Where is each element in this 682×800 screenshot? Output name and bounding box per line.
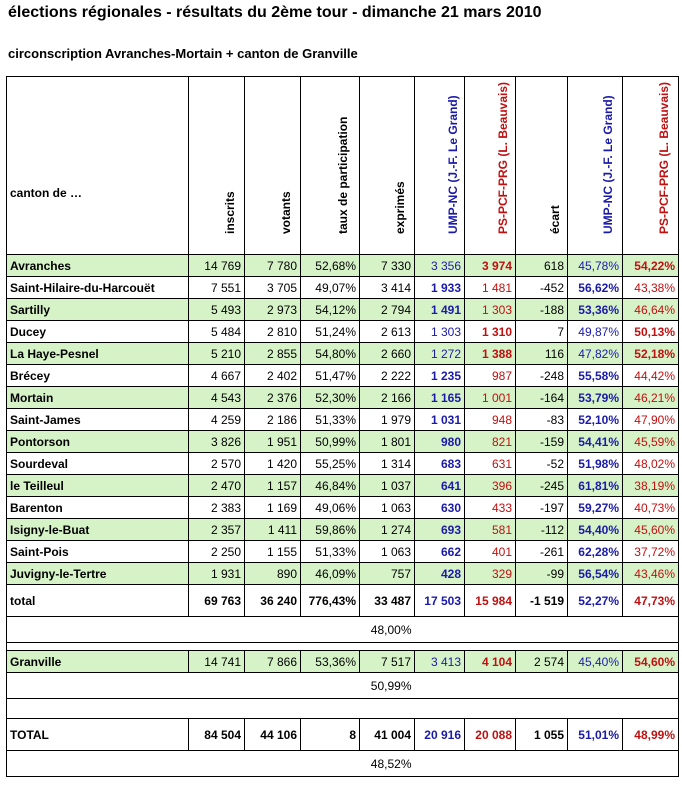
cell-exprimes: 7 517 [360,651,415,673]
cell-ump: 1 491 [415,299,465,321]
cell-ps: 948 [465,409,516,431]
cell-inscrits: 5 484 [189,321,245,343]
table-row [7,299,679,321]
cell-ump: 1 933 [415,277,465,299]
header-exprimes: exprimés [360,77,415,255]
cell-votants: 44 106 [245,719,301,751]
cell-exprimes: 2 222 [360,365,415,387]
cell-taux: 51,24% [301,321,360,343]
cell-ps: 821 [465,431,516,453]
cell-ump: 630 [415,497,465,519]
cell-inscrits: 2 570 [189,453,245,475]
cell-ump: 980 [415,431,465,453]
page-subtitle: circonscription Avranches-Mortain + canton de Granville [8,46,358,61]
table-row [7,519,679,541]
spacer-cell [415,673,465,699]
cell-taux: 53,36% [301,651,360,673]
cell-ecart: -452 [516,277,568,299]
cell-taux: 54,80% [301,343,360,365]
cell-ump-pct: 61,81% [568,475,623,497]
table-row [7,277,679,299]
spacer-cell [623,751,679,777]
cell-ecart: 1 055 [516,719,568,751]
spacer-cell [568,751,623,777]
cell-ecart: -1 519 [516,585,568,617]
spacer-cell [516,617,568,643]
cell-votants: 890 [245,563,301,585]
cell-ecart: -52 [516,453,568,475]
cell-ps: 329 [465,563,516,585]
spacer-cell [465,751,516,777]
cell-ps: 396 [465,475,516,497]
cell-ump-pct: 54,41% [568,431,623,453]
cell-ps-pct: 46,64% [623,299,679,321]
cell-ps-pct: 54,22% [623,255,679,277]
cell-taux: 8 [301,719,360,751]
cell-ump: 683 [415,453,465,475]
cell-exprimes: 1 063 [360,497,415,519]
granville-extra-row [7,673,679,699]
cell-ump: 1 235 [415,365,465,387]
cell-ps: 1 303 [465,299,516,321]
canton-name: Sartilly [7,299,189,321]
total-row [7,585,679,617]
cell-inscrits: 2 470 [189,475,245,497]
canton-name: total [7,585,189,617]
cell-votants: 1 169 [245,497,301,519]
spacer-cell [623,673,679,699]
spacer-cell [415,617,465,643]
cell-taux: 54,12% [301,299,360,321]
grand-total-extra-row [7,751,679,777]
cell-ump-pct: 51,01% [568,719,623,751]
header-taux: taux de participation [301,77,360,255]
cell-ump-pct: 53,79% [568,387,623,409]
table-row [7,431,679,453]
cell-ps: 1 388 [465,343,516,365]
table-row [7,343,679,365]
cell-exprimes: 41 004 [360,719,415,751]
table-row [7,497,679,519]
cell-ps-pct: 47,73% [623,585,679,617]
cell-ps-pct: 45,59% [623,431,679,453]
cell-ps: 401 [465,541,516,563]
cell-votants: 2 855 [245,343,301,365]
spacer-cell [189,617,245,643]
cell-taux: 51,33% [301,409,360,431]
cell-votants: 2 186 [245,409,301,431]
cell-exprimes: 1 037 [360,475,415,497]
cell-taux: 59,86% [301,519,360,541]
cell-ps-pct: 52,18% [623,343,679,365]
cell-taux: 51,33% [301,541,360,563]
cell-inscrits: 5 493 [189,299,245,321]
spacer-cell [301,751,360,777]
cell-exprimes: 2 166 [360,387,415,409]
grand-total-row [7,719,679,751]
cell-ump: 3 356 [415,255,465,277]
spacer-cell [568,673,623,699]
spacer-cell [189,751,245,777]
cell-ps-pct: 38,19% [623,475,679,497]
spacer-cell [516,751,568,777]
canton-name: TOTAL [7,719,189,751]
header-inscrits: inscrits [189,77,245,255]
table-row [7,365,679,387]
cell-votants: 1 951 [245,431,301,453]
cell-ps: 581 [465,519,516,541]
cell-ump-pct: 56,62% [568,277,623,299]
canton-name: Isigny-le-Buat [7,519,189,541]
cell-ump: 20 916 [415,719,465,751]
spacer-cell [415,751,465,777]
cell-inscrits: 4 259 [189,409,245,431]
table-row [7,321,679,343]
cell-ps: 4 104 [465,651,516,673]
cell-inscrits: 14 741 [189,651,245,673]
spacer-cell [301,617,360,643]
cell-inscrits: 3 826 [189,431,245,453]
canton-name: Sourdeval [7,453,189,475]
canton-name: Ducey [7,321,189,343]
table-row [7,453,679,475]
cell-exprimes: 1 979 [360,409,415,431]
header-row [7,77,679,255]
cell-ecart: 618 [516,255,568,277]
spacer-cell [516,673,568,699]
cell-inscrits: 2 250 [189,541,245,563]
cell-inscrits: 69 763 [189,585,245,617]
cell-ps: 433 [465,497,516,519]
canton-name: La Haye-Pesnel [7,343,189,365]
cell-ump-pct: 54,40% [568,519,623,541]
cell-ecart: -83 [516,409,568,431]
cell-votants: 3 705 [245,277,301,299]
cell-ecart: -248 [516,365,568,387]
cell-votants: 2 973 [245,299,301,321]
cell-votants: 36 240 [245,585,301,617]
canton-name: Saint-James [7,409,189,431]
canton-name: le Teilleul [7,475,189,497]
cell-ump-pct: 53,36% [568,299,623,321]
cell-votants: 1 157 [245,475,301,497]
cell-ump: 17 503 [415,585,465,617]
cell-ump-pct: 51,98% [568,453,623,475]
canton-name: Saint-Pois [7,541,189,563]
cell-exprimes: 1 274 [360,519,415,541]
cell-ump: 1 272 [415,343,465,365]
cell-ecart: -197 [516,497,568,519]
cell-ump-pct: 49,87% [568,321,623,343]
cell-votants: 1 155 [245,541,301,563]
cell-ps-pct: 48,99% [623,719,679,751]
spacer-cell [465,617,516,643]
canton-name: Mortain [7,387,189,409]
cell-taux: 55,25% [301,453,360,475]
canton-name: Pontorson [7,431,189,453]
cell-ump-pct: 47,82% [568,343,623,365]
cell-exprimes: 7 330 [360,255,415,277]
cell-votants: 7 780 [245,255,301,277]
spacer-cell [7,617,189,643]
cell-ump: 1 303 [415,321,465,343]
header-canton: canton de … [7,77,189,255]
cell-ps: 15 984 [465,585,516,617]
canton-name: Avranches [7,255,189,277]
spacer-cell [189,673,245,699]
cell-inscrits: 4 543 [189,387,245,409]
blank-cell [7,699,679,719]
cell-inscrits: 1 931 [189,563,245,585]
cell-ump-pct: 62,28% [568,541,623,563]
table-row [7,563,679,585]
cell-ump-pct: 59,27% [568,497,623,519]
cell-ps-pct: 54,60% [623,651,679,673]
cell-inscrits: 7 551 [189,277,245,299]
cell-votants: 2 810 [245,321,301,343]
cell-inscrits: 14 769 [189,255,245,277]
cell-ps-pct: 45,60% [623,519,679,541]
cell-ecart: -159 [516,431,568,453]
cell-ump: 641 [415,475,465,497]
participation-extra: 48,52% [360,751,415,777]
cell-taux: 51,47% [301,365,360,387]
cell-exprimes: 1 314 [360,453,415,475]
spacer-cell [623,617,679,643]
page-title: élections régionales - résultats du 2ème tour - dimanche 21 mars 2010 [8,4,542,21]
canton-name: Granville [7,651,189,673]
spacer-cell [301,673,360,699]
cell-ump: 1 031 [415,409,465,431]
cell-ecart: -99 [516,563,568,585]
cell-votants: 1 411 [245,519,301,541]
canton-name: Saint-Hilaire-du-Harcouët [7,277,189,299]
canton-name: Barenton [7,497,189,519]
cell-exprimes: 2 794 [360,299,415,321]
cell-taux: 776,43% [301,585,360,617]
cell-ecart: 7 [516,321,568,343]
cell-taux: 50,99% [301,431,360,453]
cell-exprimes: 757 [360,563,415,585]
table-row [7,387,679,409]
cell-exprimes: 2 660 [360,343,415,365]
cell-ps: 20 088 [465,719,516,751]
cell-ump: 1 165 [415,387,465,409]
cell-ump-pct: 56,54% [568,563,623,585]
spacer-cell [465,673,516,699]
cell-inscrits: 2 383 [189,497,245,519]
header-ecart: écart [516,77,568,255]
cell-ps-pct: 43,38% [623,277,679,299]
spacer-cell [245,673,301,699]
cell-ump-pct: 45,78% [568,255,623,277]
cell-ps-pct: 50,13% [623,321,679,343]
header-ump: UMP-NC (J.-F. Le Grand) [415,77,465,255]
cell-ps-pct: 48,02% [623,453,679,475]
cell-inscrits: 84 504 [189,719,245,751]
table-row [7,409,679,431]
cell-ps: 3 974 [465,255,516,277]
cell-ecart: -188 [516,299,568,321]
blank-cell [7,643,679,651]
spacer-cell [7,751,189,777]
granville-row [7,651,679,673]
cell-votants: 7 866 [245,651,301,673]
cell-ecart: -261 [516,541,568,563]
cell-taux: 46,84% [301,475,360,497]
cell-ump-pct: 52,10% [568,409,623,431]
cell-ps: 1 001 [465,387,516,409]
total-extra-row [7,617,679,643]
cell-ecart: -164 [516,387,568,409]
table-row [7,541,679,563]
cell-taux: 49,06% [301,497,360,519]
cell-taux: 52,68% [301,255,360,277]
cell-ps-pct: 37,72% [623,541,679,563]
cell-ps-pct: 46,21% [623,387,679,409]
cell-ump-pct: 45,40% [568,651,623,673]
cell-ps: 1 481 [465,277,516,299]
cell-taux: 49,07% [301,277,360,299]
canton-name: Juvigny-le-Tertre [7,563,189,585]
cell-ecart: 116 [516,343,568,365]
spacer-cell [568,617,623,643]
header-ps-pct: PS-PCF-PRG (L. Beauvais) [623,77,679,255]
cell-inscrits: 4 667 [189,365,245,387]
cell-ecart: -112 [516,519,568,541]
results-table [6,76,679,777]
table-row [7,255,679,277]
spacer-cell [245,751,301,777]
cell-taux: 52,30% [301,387,360,409]
cell-ps-pct: 44,42% [623,365,679,387]
cell-inscrits: 5 210 [189,343,245,365]
cell-ump-pct: 52,27% [568,585,623,617]
cell-ps: 987 [465,365,516,387]
cell-ps-pct: 40,73% [623,497,679,519]
cell-ump: 428 [415,563,465,585]
participation-extra: 48,00% [360,617,415,643]
cell-ps-pct: 43,46% [623,563,679,585]
cell-exprimes: 33 487 [360,585,415,617]
cell-ps: 1 310 [465,321,516,343]
header-votants: votants [245,77,301,255]
cell-inscrits: 2 357 [189,519,245,541]
cell-ump-pct: 55,58% [568,365,623,387]
blank-row [7,643,679,651]
participation-extra: 50,99% [360,673,415,699]
canton-name: Brécey [7,365,189,387]
cell-ps-pct: 47,90% [623,409,679,431]
cell-ecart: 2 574 [516,651,568,673]
cell-ps: 631 [465,453,516,475]
cell-ump: 3 413 [415,651,465,673]
cell-exprimes: 3 414 [360,277,415,299]
cell-exprimes: 2 613 [360,321,415,343]
blank-row [7,699,679,719]
header-ps: PS-PCF-PRG (L. Beauvais) [465,77,516,255]
cell-votants: 1 420 [245,453,301,475]
cell-votants: 2 376 [245,387,301,409]
spacer-cell [7,673,189,699]
cell-ecart: -245 [516,475,568,497]
cell-exprimes: 1 063 [360,541,415,563]
cell-ump: 662 [415,541,465,563]
cell-votants: 2 402 [245,365,301,387]
table-row [7,475,679,497]
cell-ump: 693 [415,519,465,541]
cell-taux: 46,09% [301,563,360,585]
header-ump-pct: UMP-NC (J.-F. Le Grand) [568,77,623,255]
spacer-cell [245,617,301,643]
cell-exprimes: 1 801 [360,431,415,453]
